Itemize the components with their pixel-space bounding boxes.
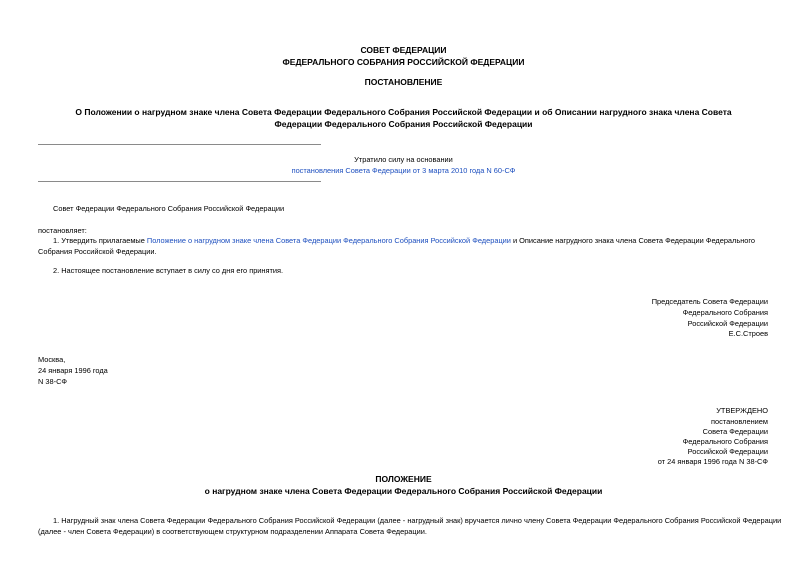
doc-number: N 38-СФ — [38, 377, 68, 386]
signature-line3: Российской Федерации — [687, 319, 768, 328]
doc-title-line2: Федерации Федерального Собрания Российской Федерации — [274, 119, 533, 129]
approval-line1: УТВЕРЖДЕНО — [716, 406, 768, 415]
status-note-link[interactable]: постановления Совета Федерации от 3 марта 2010 года N 60-СФ — [291, 166, 516, 175]
place-city: Москва, — [38, 355, 66, 364]
approval-line2: постановлением — [711, 417, 768, 426]
decides-text: постановляет: — [38, 226, 87, 235]
place-date: 24 января 1996 года — [38, 366, 108, 375]
org-name-line1: СОВЕТ ФЕДЕРАЦИИ — [360, 45, 447, 55]
regulation-para1-line2: (далее - член Совета Федерации) в соответствующем структурном подразделении Аппарата Совета Федерации. — [38, 527, 427, 536]
regulation-title: ПОЛОЖЕНИЕ — [375, 474, 432, 484]
doc-type-heading: ПОСТАНОВЛЕНИЕ — [364, 77, 443, 87]
regulation-subtitle: о нагрудном знаке члена Совета Федерации Федерального Собрания Российской Федерации — [204, 486, 603, 496]
divider-bottom — [38, 181, 321, 182]
signature-line2: Федерального Собрания — [682, 308, 768, 317]
doc-title-line1: О Положении о нагрудном знаке члена Совета Федерации Федерального Собрания Российской Федерации и об Описании нагрудного знака члена Совета — [75, 107, 732, 117]
org-name-line2: ФЕДЕРАЛЬНОГО СОБРАНИЯ РОССИЙСКОЙ ФЕДЕРАЦИИ — [282, 57, 525, 67]
status-note-text: Утратило силу на основании — [354, 155, 453, 164]
item-1-suffix: и Описание нагрудного знака члена Совета Федерации Федерального Собрания Российской Федерации. — [38, 236, 756, 256]
issuer-text: Совет Федерации Федерального Собрания Российской Федерации — [53, 204, 285, 213]
approval-line4: Федерального Собрания — [682, 437, 768, 446]
item-1-prefix: 1. Утвердить прилагаемые — [53, 236, 145, 245]
approval-line3: Совета Федерации — [702, 427, 768, 436]
regulation-link[interactable]: Положение о нагрудном знаке члена Совета Федерации Федерального Собрания Российской Федерации — [146, 236, 511, 245]
signature-name: Е.С.Строев — [728, 329, 768, 338]
item-1 — [38, 236, 768, 257]
approval-line5: Российской Федерации — [687, 447, 768, 456]
signature-line1: Председатель Совета Федерации — [651, 297, 768, 306]
approval-line6: от 24 января 1996 года N 38-СФ — [657, 457, 768, 466]
divider-top — [38, 144, 321, 145]
regulation-para1-line1: 1. Нагрудный знак члена Совета Федерации Федерального Собрания Российской Федерации (далее - нагрудный знак) вручается лично члену Совета Федерации Федерального Собрания Российской Федерации — [53, 516, 782, 525]
item-2: 2. Настоящее постановление вступает в силу со дня его принятия. — [53, 266, 284, 275]
